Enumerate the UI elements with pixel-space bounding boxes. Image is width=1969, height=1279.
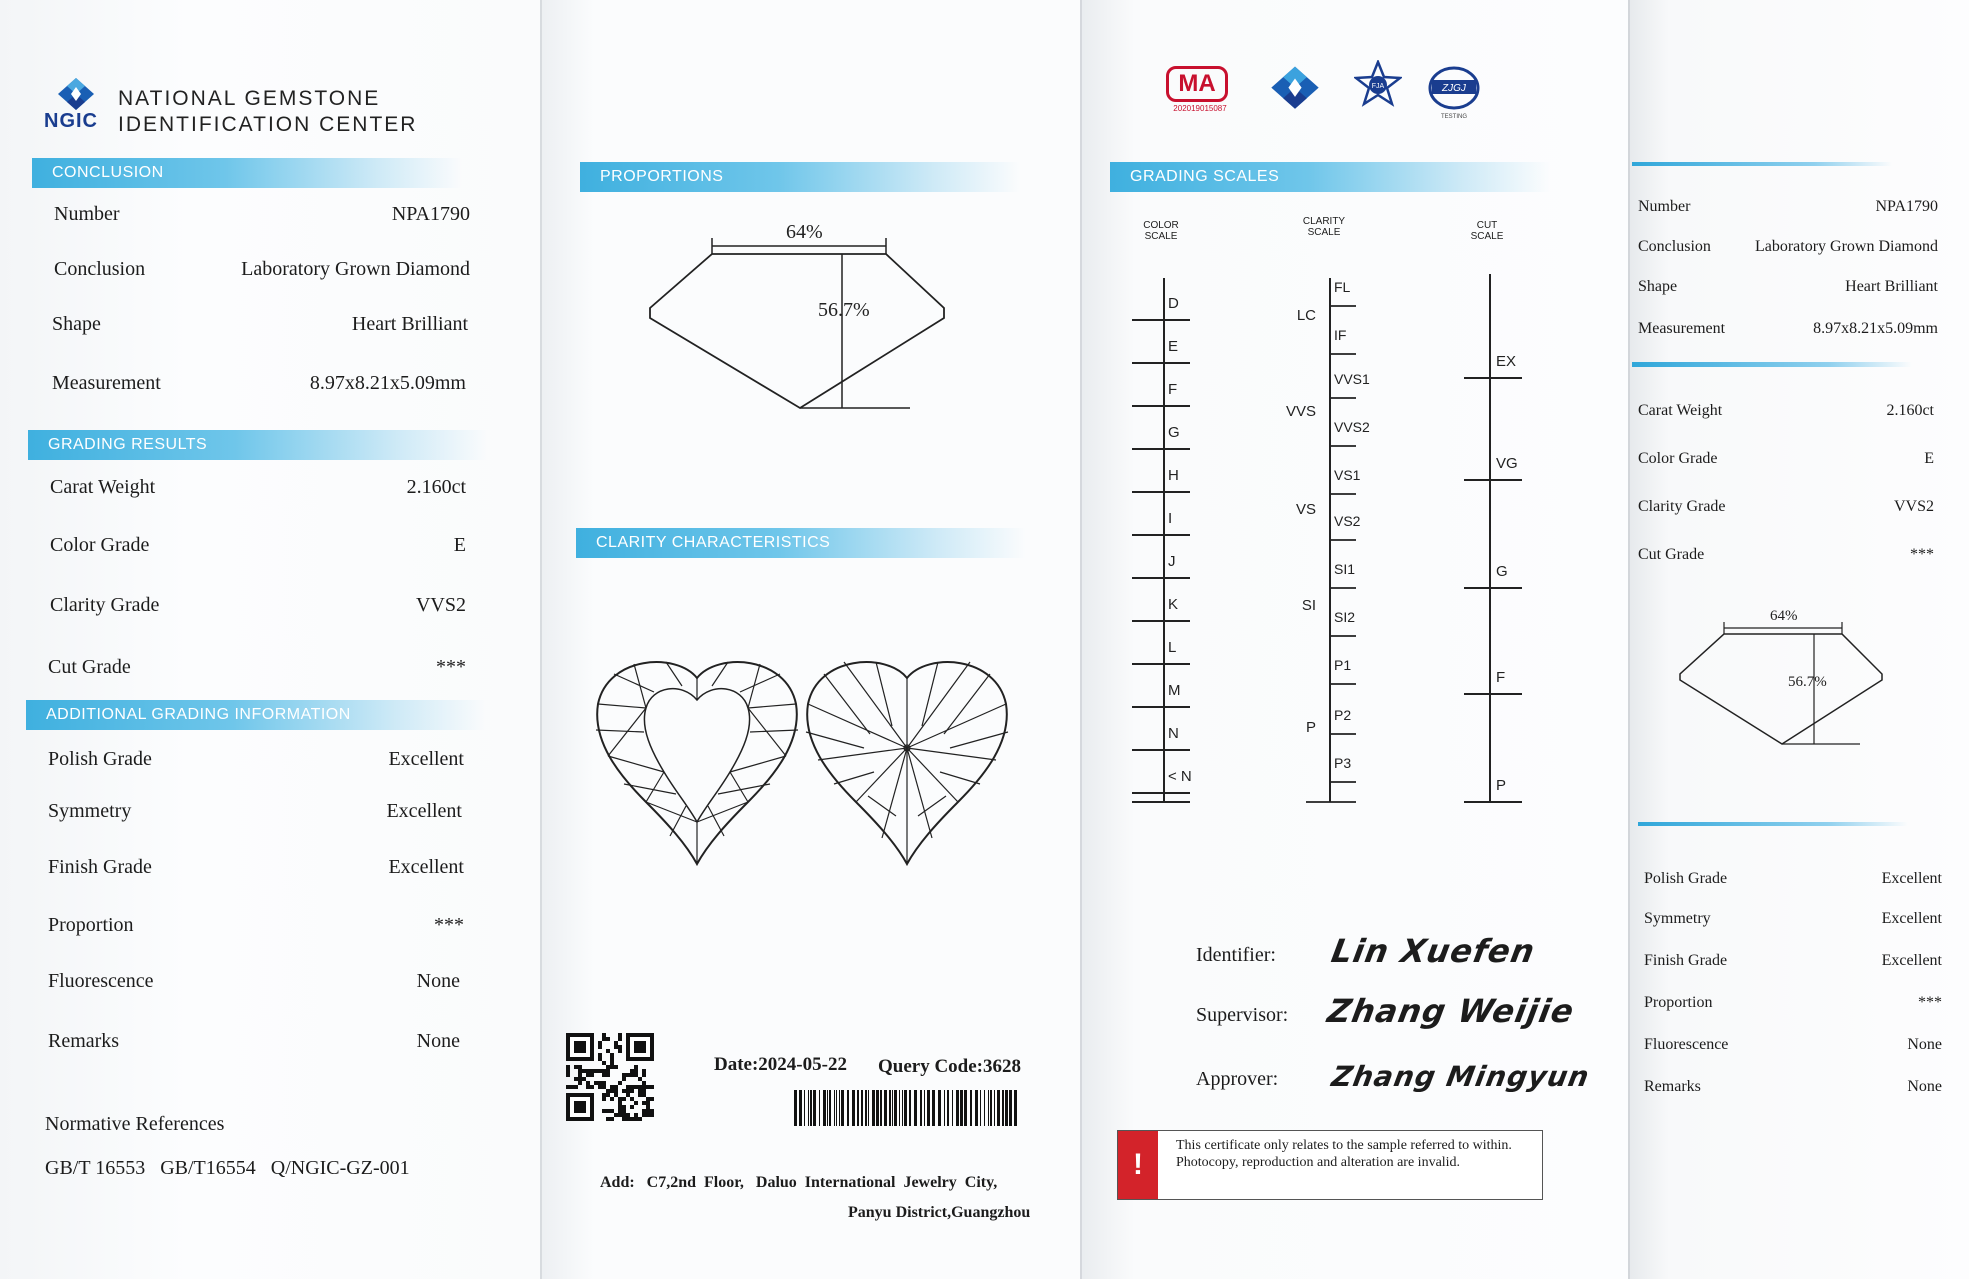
summary-additional-label: Remarks xyxy=(1644,1078,1701,1095)
clarity-characteristics-banner: CLARITY CHARACTERISTICS xyxy=(576,528,1026,558)
grading-value: 2.160ct xyxy=(406,476,466,498)
summary-additional-value: *** xyxy=(1918,994,1942,1011)
query-code: Query Code:3628 xyxy=(878,1056,1022,1077)
summary-additional-label: Finish Grade xyxy=(1644,952,1728,969)
summary-divider xyxy=(1632,162,1892,166)
additional-info-banner: ADDITIONAL GRADING INFORMATION xyxy=(26,700,486,730)
summary-label: Number xyxy=(1638,198,1691,215)
color-grade-label: G xyxy=(1168,424,1180,441)
conclusion-banner: CONCLUSION xyxy=(32,158,462,188)
summary-label: Conclusion xyxy=(1638,238,1711,255)
additional-label: Fluorescence xyxy=(48,970,154,992)
clarity-grade-label: SI2 xyxy=(1334,609,1356,625)
org-name xyxy=(118,86,417,138)
clarity-grade-label: IF xyxy=(1334,327,1347,343)
summary-additional-label: Symmetry xyxy=(1644,910,1711,927)
disclaimer-text: This certificate only relates to the sample referred to within. Photocopy, reproduction and alteration are invalid. xyxy=(1176,1138,1512,1170)
summary-value: Laboratory Grown Diamond xyxy=(1754,238,1938,255)
proportion-diagram xyxy=(640,220,960,420)
summary-additional-value: Excellent xyxy=(1881,952,1942,969)
grading-label: Color Grade xyxy=(50,534,150,556)
summary-additional-label: Polish Grade xyxy=(1644,870,1728,887)
clarity-scale-title: CLARITY SCALE xyxy=(1302,216,1346,238)
table-percent: 64% xyxy=(786,221,823,243)
heart-crown-diagram xyxy=(594,656,800,870)
org-name-line2: IDENTIFICATION CENTER xyxy=(118,113,418,136)
org-name-line1: NATIONAL GEMSTONE xyxy=(118,87,381,110)
summary-value: Heart Brilliant xyxy=(1845,278,1938,295)
summary-grade-value: VVS2 xyxy=(1893,498,1934,515)
fold-line xyxy=(1628,0,1630,1279)
clarity-grade-label: VS1 xyxy=(1334,467,1361,483)
summary-additional-value: Excellent xyxy=(1881,910,1942,927)
issue-date: Date:2024-05-22 xyxy=(714,1054,847,1075)
conclusion-value: NPA1790 xyxy=(391,203,470,225)
additional-label: Symmetry xyxy=(48,800,132,822)
color-grade-label: F xyxy=(1168,381,1178,398)
summary-value: 8.97x8.21x5.09mm xyxy=(1813,320,1938,337)
cut-grade-label: EX xyxy=(1496,353,1517,370)
color-grade-label: < N xyxy=(1168,768,1192,785)
clarity-grade-label: SI1 xyxy=(1334,561,1356,577)
additional-label: Remarks xyxy=(48,1030,120,1052)
identifier-signature: Lin Xuefen xyxy=(1328,932,1539,970)
fja-label: FJA xyxy=(1371,83,1385,90)
diamond-logo-icon xyxy=(54,76,98,114)
summary-table-percent: 64% xyxy=(1770,608,1798,624)
additional-value: None xyxy=(416,970,460,992)
cma-icon: MA xyxy=(1166,66,1228,102)
cma-number: 202019015087 xyxy=(1173,104,1227,113)
conclusion-value: 8.97x8.21x5.09mm xyxy=(309,372,466,394)
clarity-group-label: SI xyxy=(1301,597,1316,614)
summary-divider xyxy=(1632,362,1912,367)
proportions-banner: PROPORTIONS xyxy=(580,162,1020,192)
clarity-grade-label: FL xyxy=(1334,279,1351,295)
summary-proportion-diagram xyxy=(1676,604,1896,754)
color-grade-label: J xyxy=(1168,553,1176,570)
ngic-logo xyxy=(40,72,430,142)
clarity-grade-label: VVS1 xyxy=(1334,371,1370,387)
color-scale-title: COLOR SCALE xyxy=(1143,220,1179,242)
supervisor-label: Supervisor: xyxy=(1196,1004,1289,1026)
color-grade-label: I xyxy=(1168,510,1173,527)
depth-percent: 56.7% xyxy=(818,299,870,321)
additional-value: Excellent xyxy=(386,800,462,822)
summary-depth-percent: 56.7% xyxy=(1788,674,1827,690)
summary-grade-value: *** xyxy=(1910,546,1934,563)
clarity-grade-label: VVS2 xyxy=(1334,419,1370,435)
summary-value: NPA1790 xyxy=(1875,198,1938,215)
grading-value: E xyxy=(453,534,466,556)
warning-icon: ! xyxy=(1118,1131,1158,1199)
summary-grade-value: E xyxy=(1924,450,1934,467)
color-grade-label: L xyxy=(1168,639,1177,656)
cut-grade-label: VG xyxy=(1496,455,1518,472)
additional-value: Excellent xyxy=(388,748,464,770)
grading-value: *** xyxy=(436,656,466,678)
grading-label: Carat Weight xyxy=(50,476,156,498)
clarity-grade-label: VS2 xyxy=(1334,513,1361,529)
fold-line xyxy=(540,0,542,1279)
summary-additional-value: None xyxy=(1907,1036,1942,1053)
clarity-group-label: P xyxy=(1305,719,1316,736)
summary-label: Measurement xyxy=(1638,320,1726,337)
summary-grade-label: Cut Grade xyxy=(1638,546,1705,563)
logo-abbrev: NGIC xyxy=(44,110,98,132)
grading-scales-banner: GRADING SCALES xyxy=(1110,162,1550,192)
color-grade-label: E xyxy=(1168,338,1179,355)
cut-scale-title: CUT SCALE xyxy=(1470,220,1504,242)
summary-label: Shape xyxy=(1638,278,1678,295)
summary-grade-label: Clarity Grade xyxy=(1638,498,1726,515)
clarity-grade-label: P1 xyxy=(1334,657,1352,673)
conclusion-value: Laboratory Grown Diamond xyxy=(241,258,470,280)
disclaimer-box xyxy=(1117,1130,1543,1200)
grading-scales-chart xyxy=(1120,270,1540,810)
fold-line xyxy=(1080,0,1082,1279)
summary-grade-label: Color Grade xyxy=(1638,450,1718,467)
summary-divider xyxy=(1638,822,1908,826)
additional-label: Polish Grade xyxy=(48,748,152,770)
diamond-logo-icon xyxy=(1266,64,1324,114)
address-line2: Panyu District,Guangzhou xyxy=(848,1204,1031,1221)
clarity-grade-label: P2 xyxy=(1334,707,1352,723)
approver-label: Approver: xyxy=(1196,1068,1279,1090)
clarity-group-label: LC xyxy=(1296,307,1316,324)
summary-additional-label: Fluorescence xyxy=(1644,1036,1729,1053)
grading-label: Clarity Grade xyxy=(50,594,160,616)
color-grade-label: M xyxy=(1168,682,1181,699)
summary-grade-value: 2.160ct xyxy=(1886,402,1934,419)
clarity-group-label: VVS xyxy=(1285,403,1316,420)
heart-pavilion-diagram xyxy=(804,656,1010,870)
grading-value: VVS2 xyxy=(415,594,466,616)
grading-label: Cut Grade xyxy=(48,656,131,678)
fja-star-icon xyxy=(1354,60,1402,108)
zjgj-logo-icon xyxy=(1426,64,1482,122)
supervisor-signature: Zhang Weijie xyxy=(1324,992,1578,1030)
cut-grade-label: G xyxy=(1496,563,1508,580)
approver-signature: Zhang Mingyun xyxy=(1329,1060,1593,1093)
summary-additional-value: None xyxy=(1907,1078,1942,1095)
color-grade-label: H xyxy=(1168,467,1179,484)
color-grade-label: K xyxy=(1168,596,1179,613)
additional-label: Proportion xyxy=(48,914,134,936)
zjgj-label: ZJGJ xyxy=(1442,83,1466,94)
conclusion-label: Measurement xyxy=(52,372,161,394)
left-panel xyxy=(0,0,540,1279)
barcode xyxy=(792,1090,1024,1126)
summary-grade-label: Carat Weight xyxy=(1638,402,1723,419)
cma-logo xyxy=(1166,66,1234,113)
cut-grade-label: F xyxy=(1496,669,1506,686)
additional-value: Excellent xyxy=(388,856,464,878)
conclusion-label: Shape xyxy=(52,313,101,335)
cut-grade-label: P xyxy=(1496,777,1507,794)
qr-code[interactable] xyxy=(566,1030,654,1124)
summary-additional-value: Excellent xyxy=(1881,870,1942,887)
conclusion-value: Heart Brilliant xyxy=(351,313,468,335)
grading-results-banner: GRADING RESULTS xyxy=(28,430,488,460)
conclusion-label: Conclusion xyxy=(54,258,146,280)
conclusion-label: Number xyxy=(54,203,120,225)
color-grade-label: D xyxy=(1168,295,1179,312)
additional-label: Finish Grade xyxy=(48,856,152,878)
additional-value: *** xyxy=(434,914,464,936)
additional-value: None xyxy=(416,1030,460,1052)
color-grade-label: N xyxy=(1168,725,1179,742)
summary-additional-label: Proportion xyxy=(1644,994,1713,1011)
zjgj-sub: TESTING xyxy=(1440,114,1468,120)
identifier-label: Identifier: xyxy=(1196,944,1276,966)
address-line1: Add: C7,2nd Floor, Daluo International Jewelry City, xyxy=(600,1174,998,1191)
clarity-grade-label: P3 xyxy=(1334,755,1352,771)
clarity-group-label: VS xyxy=(1295,501,1316,518)
